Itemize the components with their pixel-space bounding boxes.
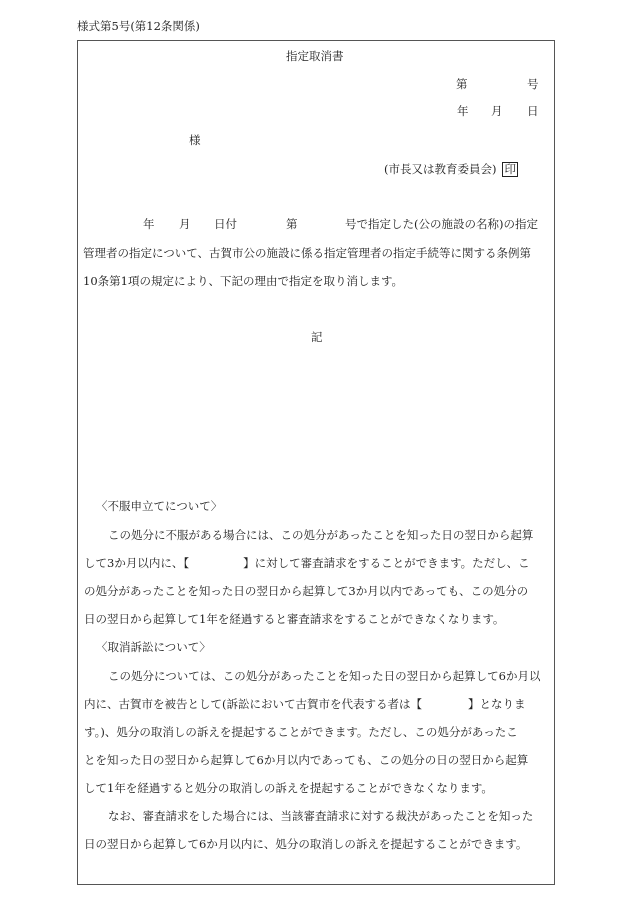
lawsuit-line2-b: 】となりま <box>467 697 526 711</box>
lawsuit-line7: 日の翌日から起算して6か月以内に、処分の取消しの訴えを提起することができます。 <box>84 837 528 851</box>
date-year: 年 <box>457 104 469 118</box>
ki-heading: 記 <box>311 330 323 344</box>
body-day: 日付 <box>214 217 237 231</box>
body-month: 月 <box>179 217 191 231</box>
lawsuit-line4: とを知った日の翌日から起算して6か月以内であっても、この処分の日の翌日から起算 <box>84 753 529 767</box>
appeal-line2-a: して3か月以内に、【 <box>84 556 190 570</box>
body-year: 年 <box>143 217 155 231</box>
document-title: 指定取消書 <box>286 49 344 63</box>
lawsuit-line3: す。)、処分の取消しの訴えを提起することができます。ただし、この処分があったこ <box>84 725 518 739</box>
date-month: 月 <box>491 104 503 118</box>
appeal-line2-b: 】に対して審査請求をすることができます。ただし、こ <box>243 556 530 570</box>
form-label: 様式第5号(第12条関係) <box>77 19 200 33</box>
lawsuit-heading: 〈取消訴訟について〉 <box>96 640 211 654</box>
lawsuit-line2 <box>84 699 525 711</box>
seal-mark: 印 <box>504 162 516 176</box>
appeal-line2 <box>84 558 530 570</box>
appeal-line4: 日の翌日から起算して1年を経過すると審査請求をすることができなくなります。 <box>84 612 505 626</box>
addressee-suffix: 様 <box>189 133 201 147</box>
body-number-prefix: 第 <box>286 217 298 231</box>
body-line2: 管理者の指定について、古賀市公の施設に係る指定管理者の指定手続等に関する条例第 <box>83 246 532 260</box>
issuer-name: (市長又は教育委員会) <box>384 162 497 176</box>
issuer-line <box>384 162 518 177</box>
appeal-heading: 〈不服申立てについて〉 <box>96 499 223 513</box>
body-line3: 10条第1項の規定により、下記の理由で指定を取り消します。 <box>83 274 404 288</box>
doc-number-prefix: 第 <box>456 77 468 91</box>
appeal-line3: の処分があったことを知った日の翌日から起算して3か月以内であっても、この処分の <box>84 584 529 598</box>
lawsuit-line2-a: 内に、古賀市を被告として(訴訟において古賀市を代表する者は【 <box>84 697 422 711</box>
body-line1-text: 号で指定した(公の施設の名称)の指定 <box>345 217 538 231</box>
date-day: 日 <box>527 104 539 118</box>
lawsuit-line1: この処分については、この処分があったことを知った日の翌日から起算して6か月以 <box>108 669 541 683</box>
lawsuit-line5: して1年を経過すると処分の取消しの訴えを提起することができなくなります。 <box>84 781 493 795</box>
appeal-line1: この処分に不服がある場合には、この処分があったことを知った日の翌日から起算 <box>108 528 534 542</box>
lawsuit-line6: なお、審査請求をした場合には、当該審査請求に対する裁決があったことを知った <box>108 809 534 823</box>
doc-number-suffix: 号 <box>527 77 539 91</box>
